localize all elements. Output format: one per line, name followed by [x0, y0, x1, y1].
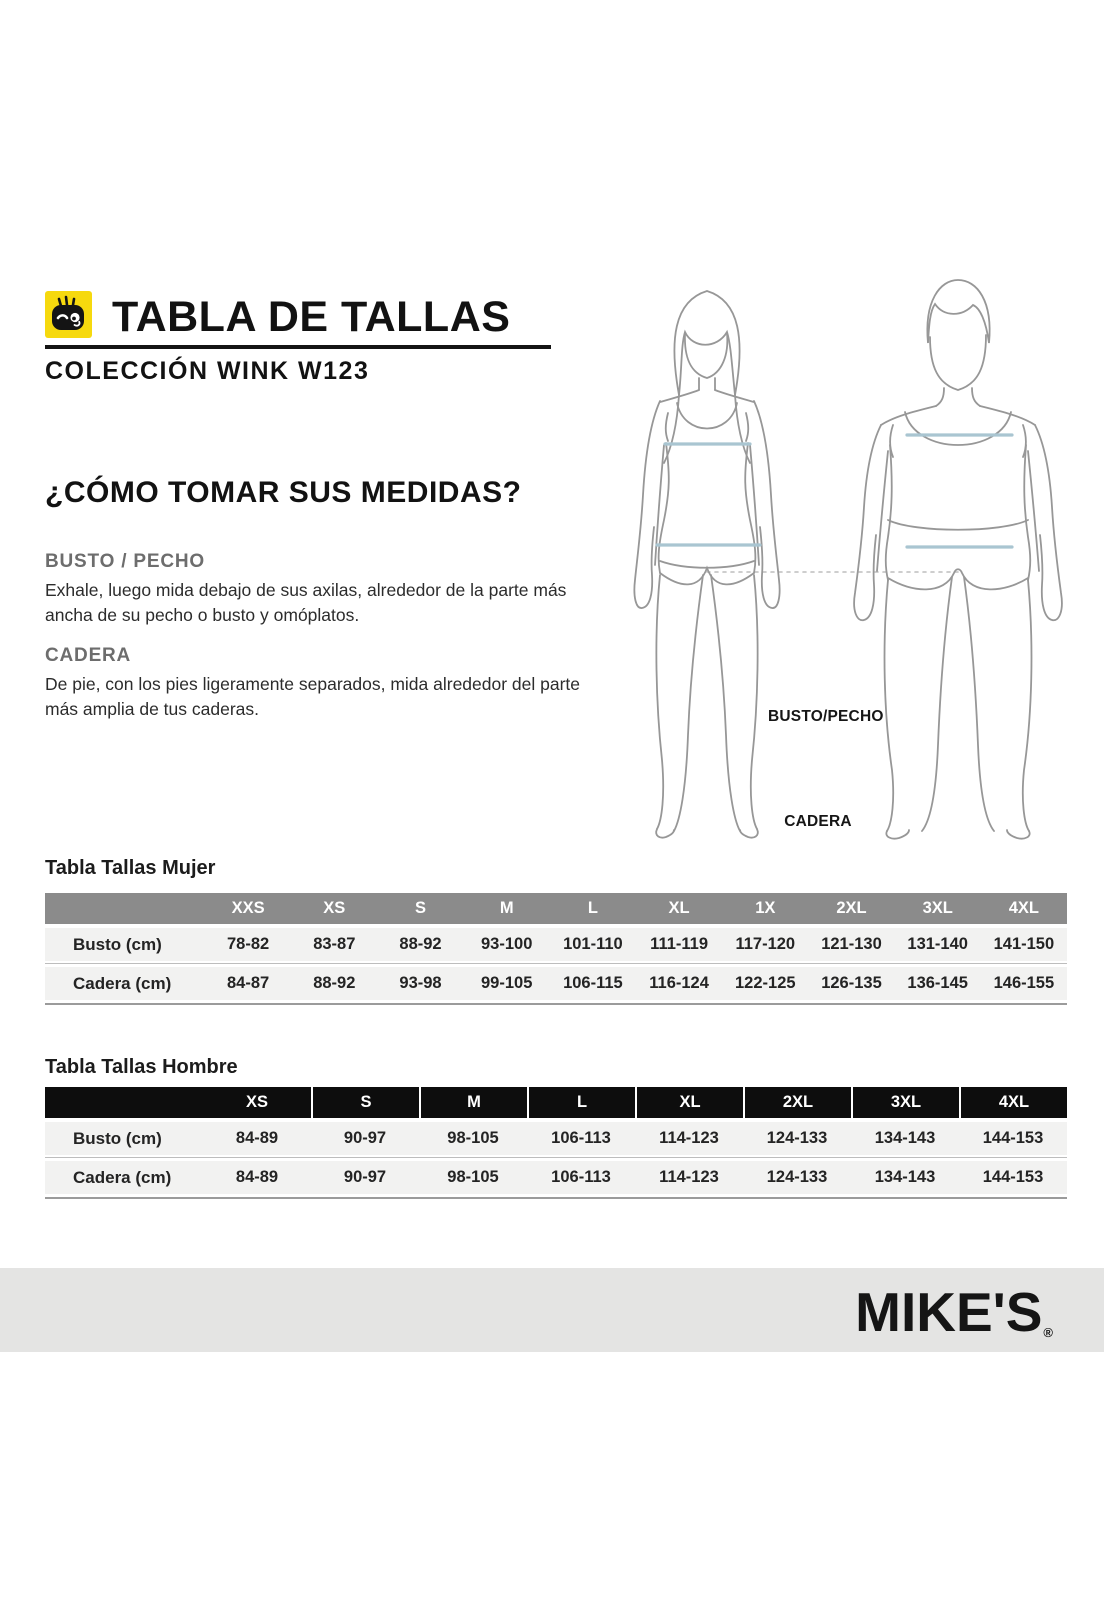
cell: 90-97 [343, 1168, 387, 1186]
men-table-header-row [45, 1087, 1067, 1118]
row-label: Busto (cm) [73, 934, 162, 954]
women-header-empty [45, 893, 205, 924]
cell: 144-153 [982, 1129, 1044, 1147]
cell: 141-150 [993, 935, 1055, 953]
men-header-cell: M [419, 1087, 527, 1118]
cell: 98-105 [447, 1168, 499, 1186]
man-figure [854, 280, 1062, 839]
women-hip-row [45, 967, 1067, 1000]
cell: 111-119 [650, 935, 708, 953]
cell: 134-143 [874, 1168, 936, 1186]
wink-logo-icon [45, 291, 92, 338]
row-label: Cadera (cm) [73, 973, 172, 993]
men-bust-row [45, 1122, 1067, 1155]
wink-face-icon [45, 291, 92, 338]
women-table-header-row [45, 893, 1067, 924]
cell: 144-153 [982, 1168, 1044, 1186]
cell: 88-92 [313, 974, 356, 992]
men-header-cell: L [527, 1087, 635, 1118]
cell: 114-123 [659, 1168, 719, 1186]
women-header-cell: 3XL [922, 899, 953, 917]
women-header-cell: S [414, 899, 426, 917]
cell: 106-113 [551, 1168, 611, 1186]
cell: 124-133 [766, 1168, 828, 1186]
men-hip-row [45, 1161, 1067, 1194]
brand-logo [855, 1280, 1052, 1344]
brand-name: MIKE'S [855, 1281, 1043, 1343]
women-bust-row [45, 928, 1067, 961]
figure-hip-label: CADERA [784, 813, 852, 830]
cell: 126-135 [821, 974, 882, 992]
women-header-cell: XXS [231, 899, 265, 917]
hip-section-label: CADERA [45, 645, 132, 666]
cell: 124-133 [766, 1129, 828, 1147]
men-header-cell: XS [245, 1093, 268, 1111]
women-header-cell: L [587, 899, 598, 917]
men-header-cell: S [311, 1087, 419, 1118]
cell: 84-87 [226, 974, 270, 992]
row-label: Cadera (cm) [73, 1167, 172, 1187]
women-size-table [45, 893, 1067, 1005]
cell: 101-110 [563, 935, 623, 953]
cell: 88-92 [399, 935, 442, 953]
men-header-cell: XL [635, 1087, 743, 1118]
cell: 90-97 [343, 1129, 387, 1147]
women-header-cell: XS [323, 899, 346, 917]
men-header-empty [45, 1087, 203, 1118]
cell: 106-115 [563, 974, 623, 992]
cell: 117-120 [735, 935, 796, 953]
bust-section-label: BUSTO / PECHO [45, 551, 205, 572]
cell: 84-89 [235, 1168, 279, 1186]
men-size-table [45, 1087, 1067, 1199]
figures-illustration [600, 275, 1070, 845]
bust-section-text: Exhale, luego mida debajo de sus axilas, alrededor de la parte más ancha de su pecho o busto y omóplatos. [45, 580, 567, 625]
howto-heading: ¿CÓMO TOMAR SUS MEDIDAS? [45, 476, 522, 509]
women-header-cell: 4XL [1008, 899, 1040, 917]
cell: 136-145 [907, 974, 968, 992]
hip-section-text: De pie, con los pies ligeramente separados, mida alrededor del parte más amplia de tus caderas. [45, 674, 581, 719]
cell: 134-143 [874, 1129, 936, 1147]
cell: 78-82 [226, 935, 270, 953]
cell: 114-123 [659, 1129, 719, 1147]
collection-subtitle: COLECCIÓN WINK W123 [45, 357, 370, 385]
women-header-cell: 1X [755, 899, 776, 917]
men-header-cell: 4XL [959, 1087, 1067, 1118]
measurement-figures [600, 275, 1070, 845]
cell: 122-125 [735, 974, 796, 992]
cell: 99-105 [481, 974, 533, 992]
woman-figure [634, 291, 779, 838]
cell: 121-130 [821, 935, 882, 953]
cell: 106-113 [551, 1129, 611, 1147]
figure-bust-label: BUSTO/PECHO [768, 708, 884, 725]
footer-band [0, 1268, 1104, 1352]
title-divider [45, 345, 551, 349]
registered-mark: ® [1043, 1325, 1053, 1340]
men-header-cell: 3XL [851, 1087, 959, 1118]
cell: 131-140 [907, 935, 968, 953]
women-header-cell: XL [668, 899, 690, 917]
cell: 93-98 [399, 974, 442, 992]
row-label: Busto (cm) [73, 1128, 162, 1148]
cell: 84-89 [235, 1129, 279, 1147]
men-header-cell: 2XL [743, 1087, 851, 1118]
cell: 83-87 [313, 935, 356, 953]
women-table-title: Tabla Tallas Mujer [45, 857, 216, 879]
cell: 93-100 [481, 935, 533, 953]
women-header-cell: M [499, 899, 514, 917]
cell: 146-155 [993, 974, 1055, 992]
men-table-title: Tabla Tallas Hombre [45, 1056, 238, 1078]
cell: 116-124 [649, 974, 709, 992]
page-title: TABLA DE TALLAS [112, 293, 511, 341]
cell: 98-105 [447, 1129, 499, 1147]
women-header-cell: 2XL [836, 899, 867, 917]
